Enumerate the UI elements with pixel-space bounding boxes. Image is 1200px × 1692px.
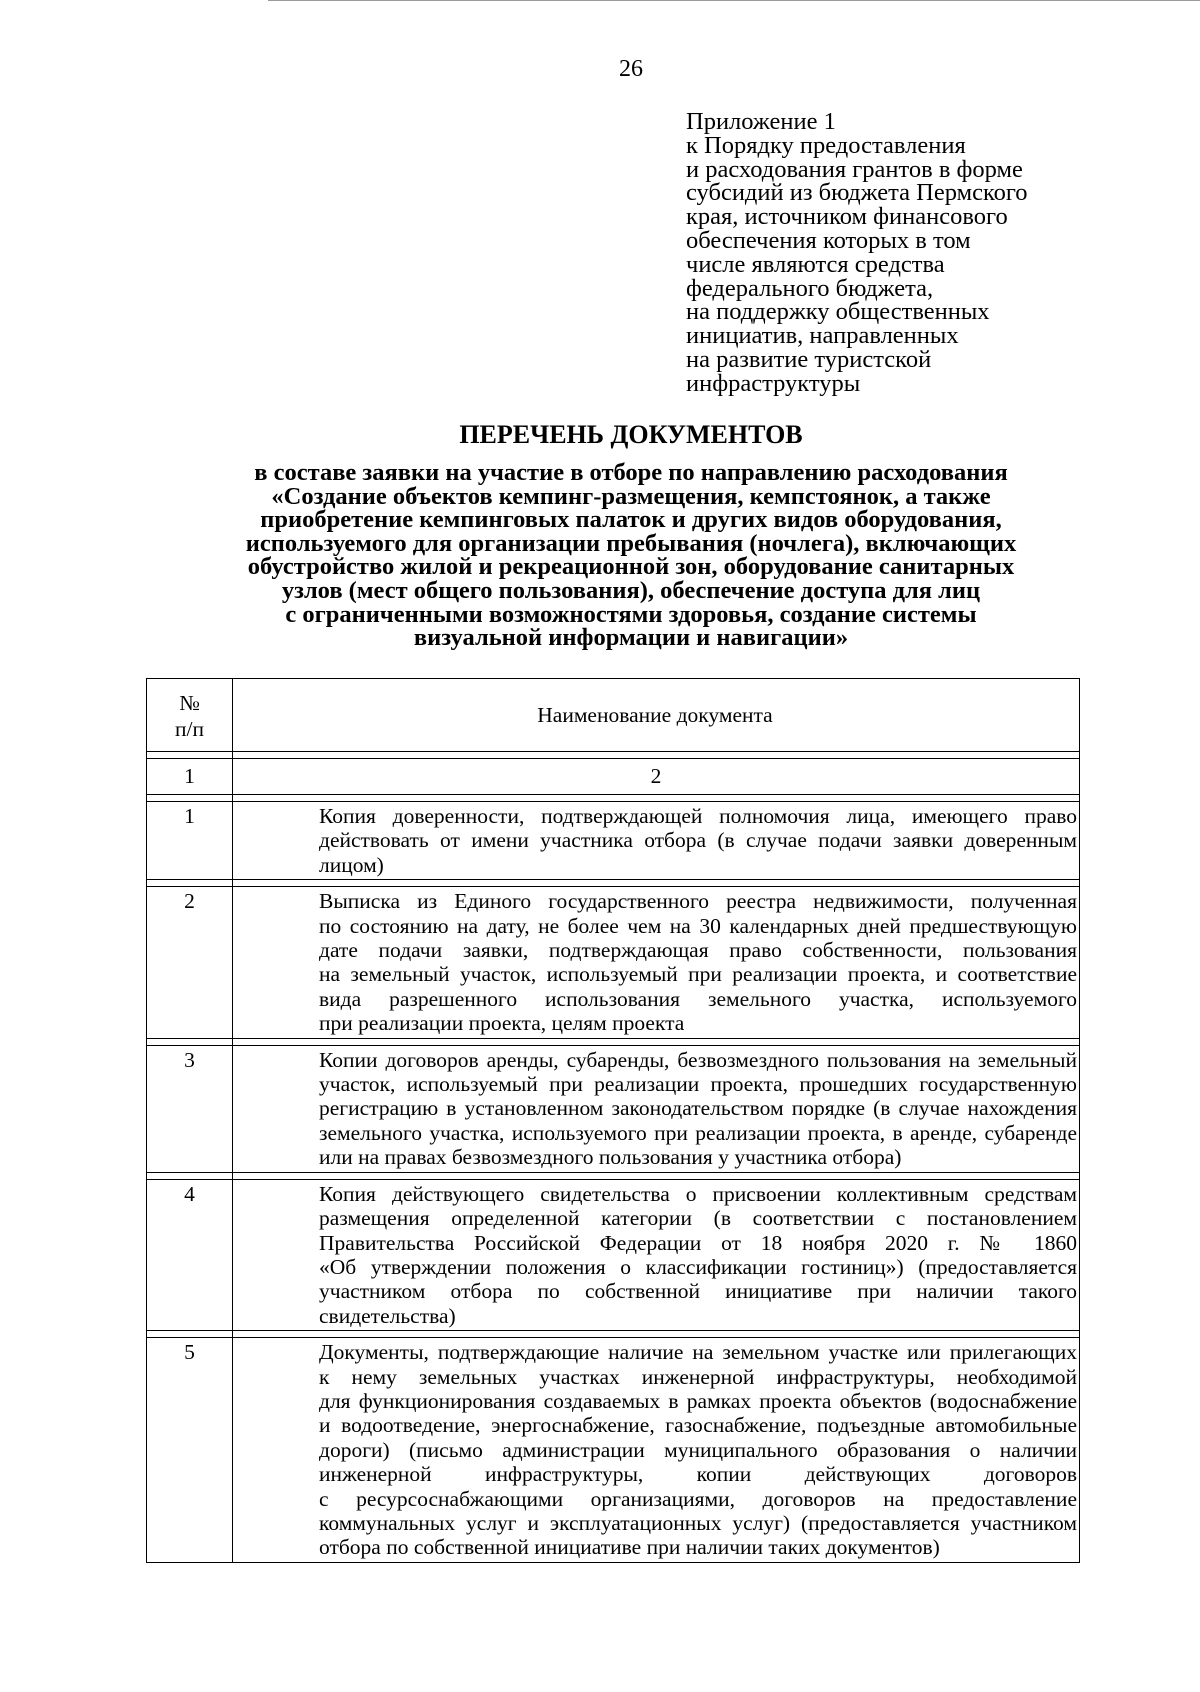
column-number: 2 (233, 759, 1080, 795)
row-document-name (233, 1045, 1080, 1172)
appendix-line: инфраструктуры (686, 369, 861, 397)
row-text-line: лицом) (319, 852, 384, 877)
subtitle-line: узлов (мест общего пользования), обеспечение доступа для лиц (281, 576, 981, 604)
spacer-cell (147, 752, 233, 759)
appendix-line: числе являются средства (686, 250, 945, 278)
row-text-line: инженерной инфраструктуры, копии действующих договоров (319, 1462, 1077, 1487)
row-number: 3 (147, 1045, 233, 1172)
appendix-line: Приложение 1 (686, 108, 836, 135)
row-text-line: Копии договоров аренды, субаренды, безвозмездного пользования на земельный (319, 1047, 1077, 1072)
spacer-cell (147, 880, 233, 887)
table-spacer (147, 1038, 1080, 1045)
appendix-line: федерального бюджета, (686, 274, 934, 302)
row-text-line: регистрацию в установленном законодательством порядке (в случае нахождения (319, 1096, 1077, 1121)
spacer-cell (233, 1038, 1080, 1045)
row-number: 5 (147, 1338, 233, 1563)
row-text-line: Копия действующего свидетельства о присвоении коллективным средствам (319, 1181, 1077, 1206)
table-spacer (147, 1331, 1080, 1338)
row-text-line: к нему земельных участках инженерной инфраструктуры, необходимой (319, 1364, 1077, 1389)
row-text-line: дороги) (письмо администрации муниципального образования о наличии (319, 1437, 1077, 1462)
row-text-line: и водоотведение, энергоснабжение, газоснабжение, подъездные автомобильные (319, 1413, 1077, 1438)
subtitle-line: визуальной информации и навигации» (413, 624, 849, 652)
subtitle-line: приобретение кемпинговых палаток и других видов оборудования, (260, 506, 1002, 534)
row-text-line: участником отбора по собственной инициативе при наличии такого (319, 1279, 1077, 1304)
subtitle-line: «Создание объектов кемпинг-размещения, кемпстоянок, а также (271, 482, 991, 510)
appendix-line: и расходования грантов в форме (686, 155, 1023, 183)
spacer-cell (233, 1331, 1080, 1338)
row-number: 4 (147, 1179, 233, 1330)
page-edge-line (268, 0, 1200, 1)
spacer-cell (233, 752, 1080, 759)
row-text-line: для функционирования создаваемых в рамках проекта объектов (водоснабжение (319, 1388, 1077, 1413)
header-number-symbol: № (179, 691, 200, 715)
row-text-line: «Об утверждении положения о классификации гостиниц») (предоставляется (319, 1254, 1077, 1279)
table-row (147, 1338, 1080, 1563)
appendix-line: на развитие туристской (686, 345, 932, 373)
row-text-line: на земельный участок, используемый при реализации проекта, и соответствие (319, 962, 1077, 987)
row-text-line: или на правах безвозмездного пользования у участника отбора) (319, 1145, 902, 1170)
row-text-line: по состоянию на дату, не более чем на 30 календарных дней предшествующую (319, 913, 1077, 938)
row-number: 1 (147, 802, 233, 880)
row-document-name (233, 1338, 1080, 1563)
appendix-line: на поддержку общественных (686, 298, 990, 326)
documents-table (146, 678, 1080, 1563)
spacer-cell (147, 1172, 233, 1179)
table-row (147, 887, 1080, 1038)
spacer-cell (233, 795, 1080, 802)
spacer-cell (233, 880, 1080, 887)
row-text-line: действовать от имени участника отбора (в случае подачи заявки доверенным (319, 828, 1077, 853)
table-row (147, 1045, 1080, 1172)
appendix-line: обеспечения которых в том (686, 226, 971, 254)
header-name-cell: Наименование документа (233, 679, 1080, 752)
row-text-line: отбора по собственной инициативе при наличии таких документов) (319, 1535, 940, 1560)
document-subtitle (0, 461, 1200, 650)
table-spacer (147, 1172, 1080, 1179)
subtitle-line: с ограниченными возможностями здоровья, создание системы (285, 600, 977, 628)
document-title: ПЕРЕЧЕНЬ ДОКУМЕНТОВ (459, 420, 803, 449)
spacer-cell (147, 1038, 233, 1045)
appendix-line: края, источником финансового (686, 203, 1008, 231)
row-text-line: Документы, подтверждающие наличие на земельном участке или прилегающих (319, 1340, 1077, 1365)
column-number: 1 (147, 759, 233, 795)
row-text-line: Выписка из Единого государственного реестра недвижимости, полученная (319, 889, 1077, 914)
appendix-line: инициатив, направленных (686, 322, 959, 350)
row-text-line: с ресурсоснабжающими организациями, договоров на предоставление (319, 1486, 1077, 1511)
row-text-line: Правительства Российской Федерации от 18 ноября 2020 г. № 1860 (319, 1230, 1077, 1255)
spacer-cell (147, 1331, 233, 1338)
table-row (147, 802, 1080, 880)
table-spacer (147, 880, 1080, 887)
header-number-cell (147, 679, 233, 752)
row-document-name (233, 802, 1080, 880)
row-document-name (233, 887, 1080, 1038)
column-numbers-row (147, 759, 1080, 795)
subtitle-line: в составе заявки на участие в отборе по направлению расходования (254, 459, 1008, 486)
page-number: 26 (619, 56, 643, 82)
row-text-line: Копия доверенности, подтверждающей полномочия лица, имеющего право (319, 804, 1077, 828)
row-text-line: свидетельства) (319, 1303, 456, 1328)
row-text-line: размещения определенной категории (в соответствии с постановлением (319, 1206, 1077, 1231)
row-document-name (233, 1179, 1080, 1330)
row-text-line: дате подачи заявки, подтверждающая право собственности, пользования (319, 938, 1077, 963)
spacer-cell (233, 1172, 1080, 1179)
subtitle-line: используемого для организации пребывания (ночлега), включающих (245, 529, 1017, 557)
row-text-line: участок, используемый при реализации проекта, прошедших государственную (319, 1072, 1077, 1097)
appendix-line: субсидий из бюджета Пермского (686, 179, 1028, 207)
row-number: 2 (147, 887, 233, 1038)
table-row (147, 1179, 1080, 1330)
table-spacer (147, 752, 1080, 759)
row-text-line: при реализации проекта, целям проекта (319, 1011, 685, 1036)
subtitle-line: обустройство жилой и рекреационной зон, оборудование санитарных (247, 553, 1015, 581)
table-header-row (147, 679, 1080, 752)
row-text-line: земельного участка, используемого при реализации проекта, в аренде, субаренде (319, 1120, 1077, 1145)
table-spacer (147, 795, 1080, 802)
row-text-line: вида разрешенного использования земельного участка, используемого (319, 986, 1077, 1011)
spacer-cell (147, 795, 233, 802)
row-text-line: коммунальных услуг и эксплуатационных услуг) (предоставляется участником (319, 1510, 1077, 1535)
appendix-line: к Порядку предоставления (686, 131, 966, 159)
appendix-note (686, 110, 1156, 396)
header-number-label: п/п (175, 717, 204, 741)
